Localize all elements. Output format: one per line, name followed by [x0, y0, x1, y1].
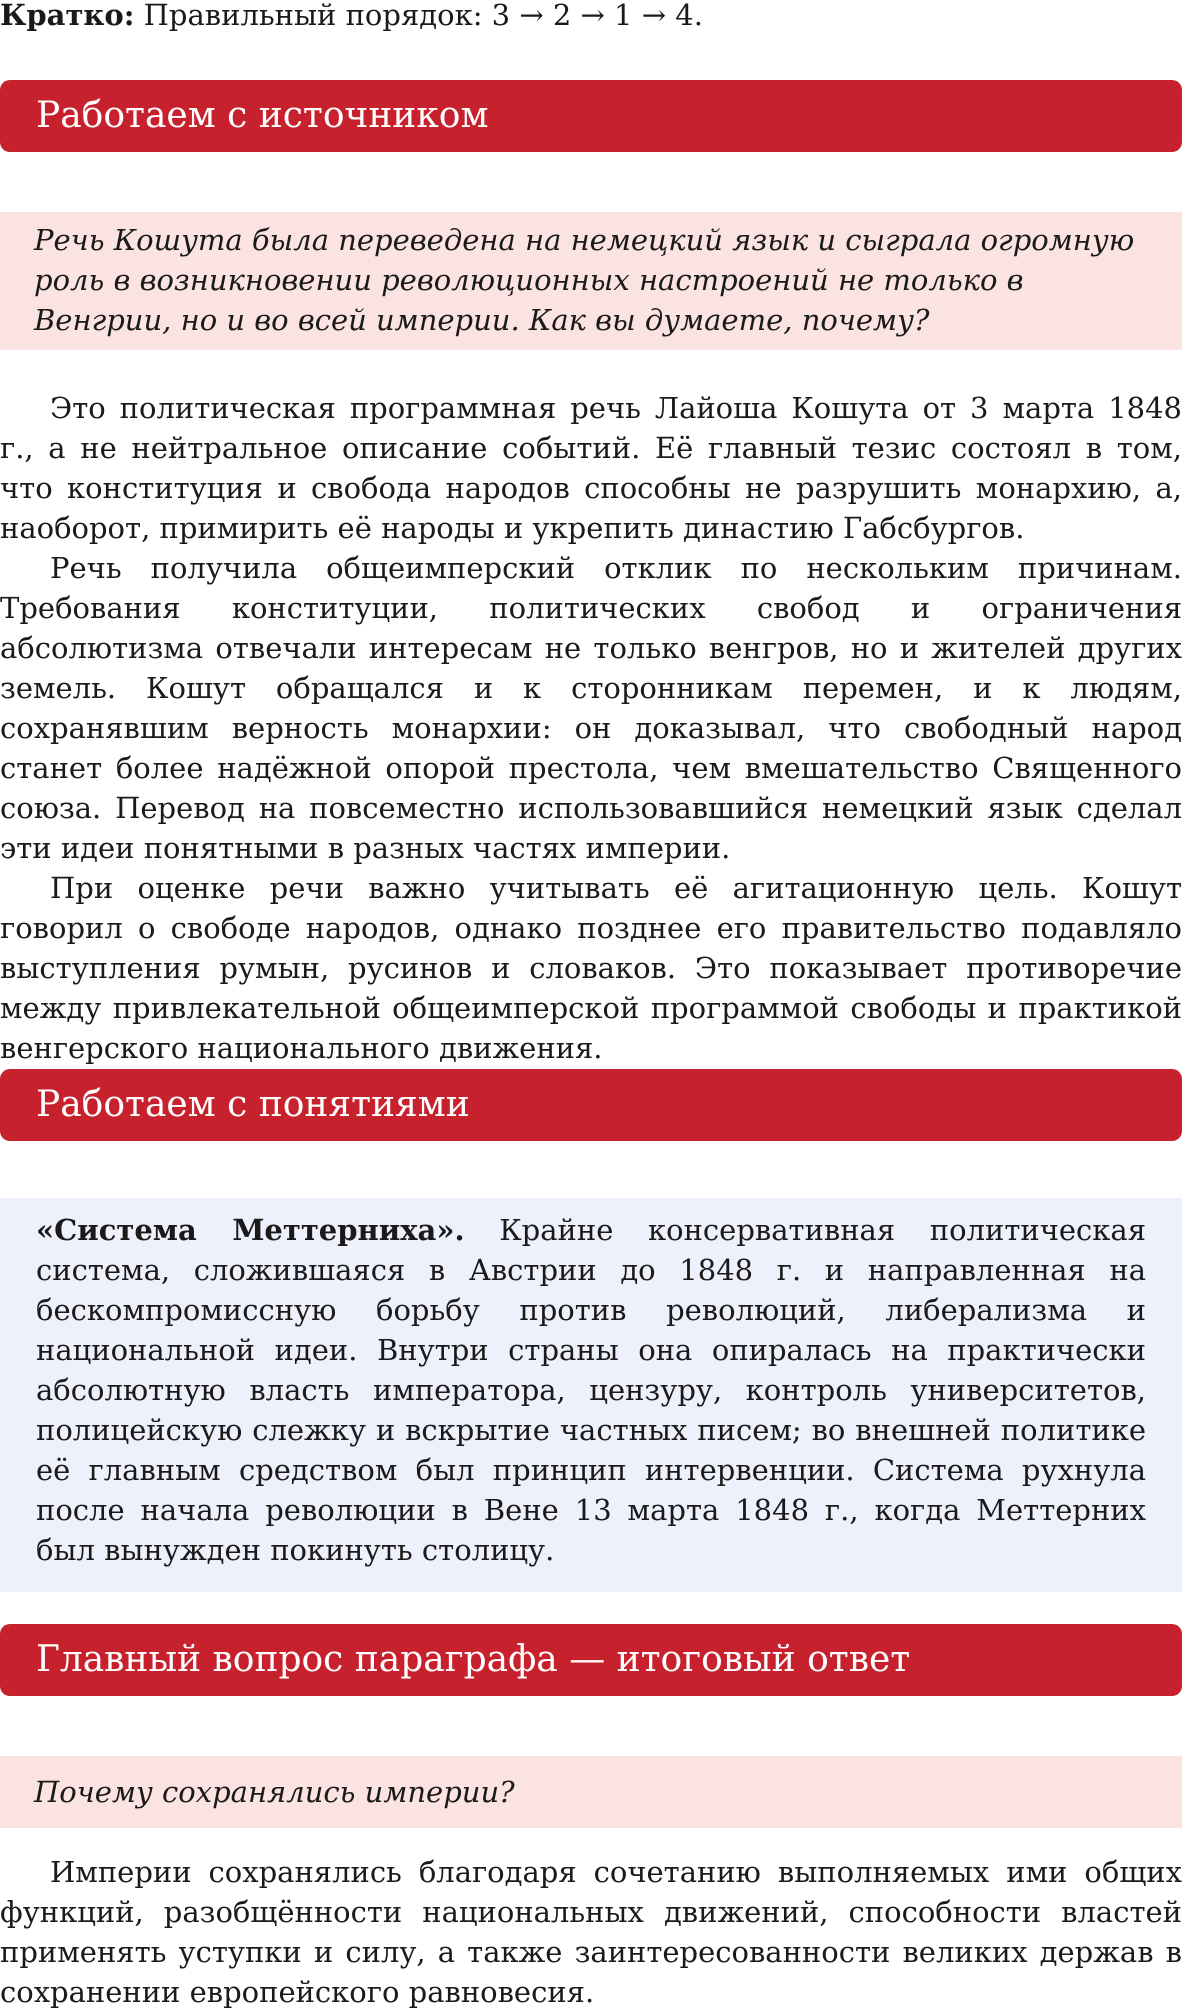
answer-block-source: [0, 388, 1182, 1068]
section-banner-concepts: [0, 1069, 1182, 1141]
intro-bold: Кратко:: [0, 0, 135, 32]
section-title: Работаем с источником: [36, 95, 489, 136]
task-question: Почему сохранялись империи?: [34, 1775, 515, 1809]
answer-block-main-question: [0, 1852, 1182, 2012]
task-question: Речь Кошута была переведена на немецкий язык и сыграла огромную роль в возникновении революционных настроений не только в Венгрии, но и во всей империи. Как вы думаете, почему?: [34, 223, 1135, 337]
answer-paragraph: Речь получила общеимперский отклик по нескольким причинам. Требования конституции, политических свобод и ограничения абсолютизма отвечали интересам не только венгров, но и жителей других земель. Кошут обращался и к сторонникам перемен, и к людям, сохранявшим верность монархии: он доказывал, что свободный народ станет более надёжной опорой престола, чем вмешательство Священного союза. Перевод на повсеместно использовавшийся немецкий язык сделал эти идеи понятными в разных частях империи.: [0, 551, 1182, 865]
intro-line: [0, 0, 1182, 30]
answer-paragraph: При оценке речи важно учитывать её агитационную цель. Кошут говорил о свободе народов, однако позднее его правительство подавляло выступления румын, русинов и словаков. Это показывает противоречие между привлекательной общеимперской программой свободы и практикой венгерского национального движения.: [0, 871, 1182, 1065]
concept-term: «Система Меттерниха».: [36, 1213, 465, 1247]
section-title: Работаем с понятиями: [36, 1084, 470, 1125]
task-box-main-question: [0, 1756, 1182, 1828]
task-box-source: [0, 212, 1182, 350]
concept-definition: Крайне консервативная политическая система, сложившаяся в Австрии до 1848 г. и направленная на бескомпромиссную борьбу против революций, либерализма и национальной идеи. Внутри страны она опиралась на практически абсолютную власть императора, цензуру, контроль университетов, полицейскую слежку и вскрытие частных писем; во внешней политике её главным средством был принцип интервенции. Система рухнула после начала революции в Вене 13 марта 1848 г., когда Меттерних был вынужден покинуть столицу.: [36, 1213, 1146, 1567]
concept-box: [0, 1198, 1182, 1592]
section-banner-source: [0, 80, 1182, 152]
answer-paragraph: Империи сохранялись благодаря сочетанию выполняемых ими общих функций, разобщённости национальных движений, способности властей применять уступки и силу, а также заинтересованности великих держав в сохранении европейского равновесия.: [0, 1855, 1182, 2009]
section-title: Главный вопрос параграфа — итоговый ответ: [36, 1639, 911, 1680]
section-banner-main-question: [0, 1624, 1182, 1696]
answer-paragraph: Это политическая программная речь Лайоша Кошута от 3 марта 1848 г., а не нейтральное описание событий. Её главный тезис состоял в том, что конституция и свобода народов способны не разрушить монархию, а, наоборот, примирить её народы и укрепить династию Габсбургов.: [0, 391, 1182, 545]
intro-text: Правильный порядок: 3 → 2 → 1 → 4.: [134, 0, 703, 32]
